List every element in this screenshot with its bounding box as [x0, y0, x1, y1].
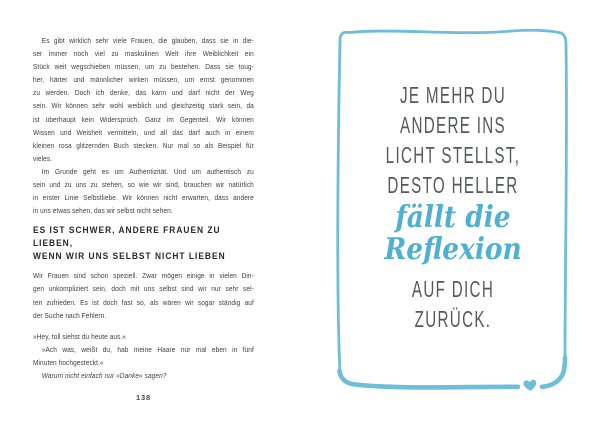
quote-block: [338, 0, 568, 334]
paragraph-lines: [33, 269, 254, 321]
text-line: »Hey, toll siehst du heute aus.«: [33, 331, 127, 341]
paragraph: [33, 330, 254, 343]
text-line: in uns etwas sehen, das wir selbst nicht sehen.: [33, 206, 173, 216]
paragraph: [33, 269, 254, 321]
text-line: Wir Frauen sind schon speziell. Zwar mögen einige in vielen Din-: [33, 271, 254, 281]
text-line: Minuten hochgesteckt.«: [33, 357, 104, 367]
text-line: »Ach was, weißt du, hab meine Haare nur mal eben in fünf: [41, 344, 254, 354]
section-heading-line: WENN WIR UNS SELBST NICHT LIEBEN: [33, 251, 226, 263]
paragraph-lines: [33, 330, 254, 343]
paragraph: [33, 34, 254, 165]
text-line: zu werden. Doch ich denke, das kann und darf nicht der Weg: [33, 88, 254, 98]
text-line: der Suche nach Fehlern.: [33, 310, 107, 320]
paragraph: [33, 165, 254, 217]
paragraph: [33, 343, 254, 369]
text-line: sein. Wir können sehr wohl weiblich und gleichzeitig stark sein, da: [33, 101, 254, 111]
quote-caps-top: [377, 80, 529, 200]
text-line: sein und zu uns zu stehen, so wie wir sind, brauchen wir natürlich: [33, 180, 254, 190]
intro-paragraphs: [33, 34, 254, 217]
frame-bottom-left-stroke: [340, 371, 519, 387]
quote-line: DESTO HELLER: [387, 172, 519, 198]
text-line: Warum nicht einfach nur »Danke« sagen?: [41, 370, 167, 380]
paragraph-lines: [33, 343, 254, 369]
text-line: ist überhaupt kein Widerspruch. Ganz im Gegenteil. Wir können: [33, 114, 254, 124]
paragraph: [33, 369, 254, 382]
quote-script: [352, 202, 554, 266]
paragraph-lines: [33, 165, 254, 217]
left-page-text-block: [33, 34, 254, 382]
quote-script-line: Reflexion: [384, 232, 522, 267]
quote-script-line: fällt die: [395, 200, 511, 235]
text-line: Stück weit wegschieben müssen, um zu bestehen. Dass sie toug-: [33, 62, 254, 72]
text-line: gen unkompliziert sein, doch mit uns selbst sind wir nur sehr sel-: [33, 284, 254, 294]
paragraph-lines: [33, 34, 254, 165]
quote-line: LICHT STELLST,: [385, 142, 521, 168]
text-line: her, härter und männlicher wirken müssen, um ernst genommen: [33, 75, 254, 85]
body-paragraphs: [33, 269, 254, 382]
quote-line: ANDERE INS: [400, 112, 506, 138]
paragraph-lines: [33, 369, 254, 382]
frame-bottom-right-stroke: [542, 358, 565, 387]
text-line: Im Grunde geht es um Authentizität. Und um authentisch zu: [41, 166, 254, 176]
text-line: Es gibt wirklich sehr viele Frauen, die glauben, dass sie in die-: [41, 36, 254, 45]
text-line: ser immer noch viel zu maskulinen Welt ihre Weiblichkeit ein: [33, 49, 254, 59]
text-line: ten zufrieden. Es ist doch fast so, als wären wir sogar ständig auf: [33, 297, 254, 307]
section-heading: [33, 224, 254, 263]
text-line: vieles.: [33, 153, 53, 163]
quote-line: AUF DICH: [411, 276, 495, 302]
heart-icon: [523, 379, 537, 391]
text-line: Wissen und Weisheit vermitteln, und all das darf auch in einem: [33, 127, 254, 137]
text-line: in erster Linie Selbstliebe. Wir können nicht erwarten, dass andere: [33, 193, 254, 203]
section-heading-line: ES IST SCHWER, ANDERE FRAUEN ZU LIEBEN,: [33, 225, 221, 250]
quote-line: JE MEHR DU: [400, 82, 506, 108]
quote-line: ZURÜCK.: [414, 306, 492, 332]
text-line: kleinen rosa glitzernden Buch stecken. Nur mal so als Beispiel für: [33, 140, 254, 150]
quote-caps-bottom: [377, 274, 529, 334]
page-number: 138: [136, 393, 151, 402]
